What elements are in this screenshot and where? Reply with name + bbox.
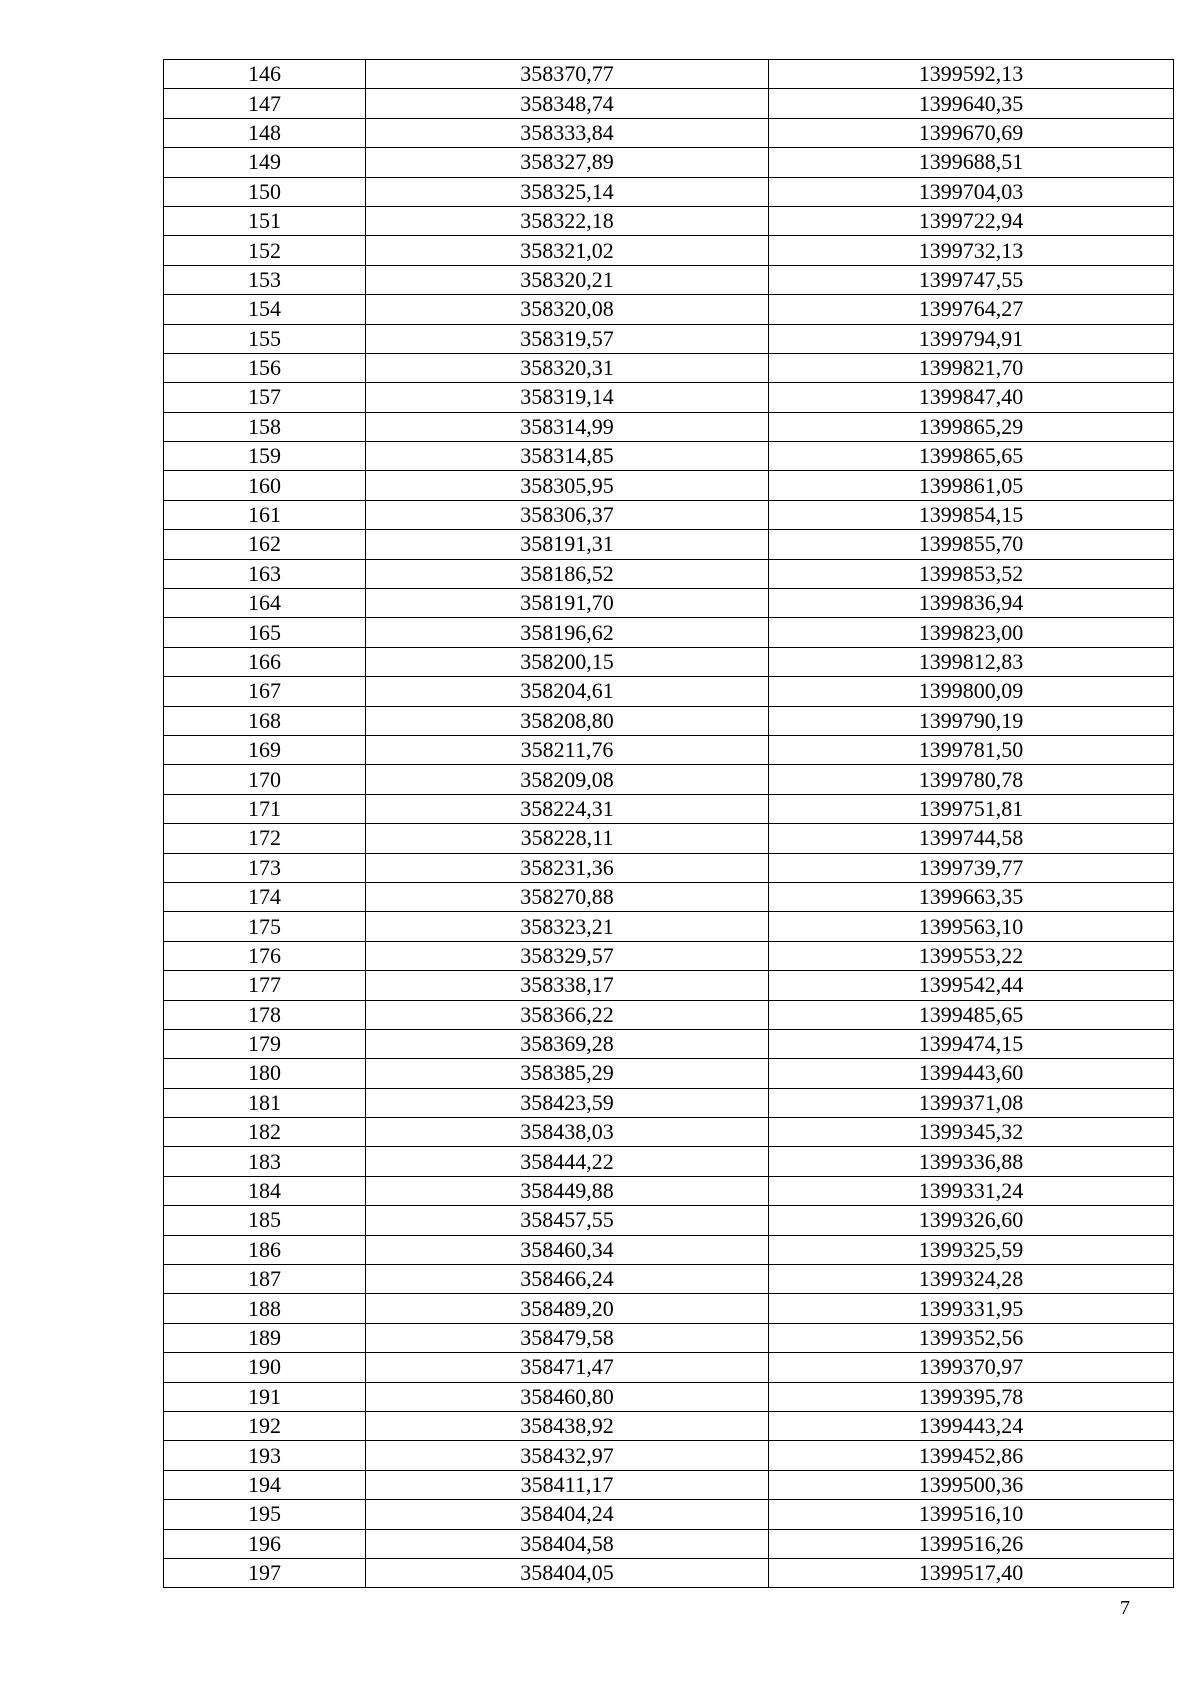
x-coordinate-cell: 358314,85 <box>366 442 769 471</box>
x-coordinate-cell: 358438,03 <box>366 1118 769 1147</box>
point-number-cell: 149 <box>164 148 366 177</box>
table-row <box>164 412 1174 441</box>
y-coordinate-cell: 1399861,05 <box>769 471 1174 500</box>
table-row <box>164 206 1174 235</box>
y-coordinate-cell: 1399739,77 <box>769 853 1174 882</box>
y-coordinate-cell: 1399821,70 <box>769 353 1174 382</box>
y-coordinate-cell: 1399688,51 <box>769 148 1174 177</box>
point-number-cell: 148 <box>164 118 366 147</box>
table-row <box>164 1265 1174 1294</box>
point-number-cell: 176 <box>164 941 366 970</box>
y-coordinate-cell: 1399542,44 <box>769 971 1174 1000</box>
point-number-cell: 192 <box>164 1411 366 1440</box>
table-row <box>164 1029 1174 1058</box>
point-number-cell: 178 <box>164 1000 366 1029</box>
table-row <box>164 824 1174 853</box>
x-coordinate-cell: 358186,52 <box>366 559 769 588</box>
y-coordinate-cell: 1399663,35 <box>769 882 1174 911</box>
x-coordinate-cell: 358209,08 <box>366 765 769 794</box>
point-number-cell: 169 <box>164 735 366 764</box>
y-coordinate-cell: 1399865,65 <box>769 442 1174 471</box>
point-number-cell: 165 <box>164 618 366 647</box>
y-coordinate-cell: 1399744,58 <box>769 824 1174 853</box>
point-number-cell: 186 <box>164 1235 366 1264</box>
point-number-cell: 188 <box>164 1294 366 1323</box>
y-coordinate-cell: 1399751,81 <box>769 794 1174 823</box>
x-coordinate-cell: 358333,84 <box>366 118 769 147</box>
table-row <box>164 265 1174 294</box>
y-coordinate-cell: 1399395,78 <box>769 1382 1174 1411</box>
table-row <box>164 1470 1174 1499</box>
x-coordinate-cell: 358457,55 <box>366 1206 769 1235</box>
y-coordinate-cell: 1399764,27 <box>769 295 1174 324</box>
x-coordinate-cell: 358404,05 <box>366 1558 769 1587</box>
point-number-cell: 158 <box>164 412 366 441</box>
y-coordinate-cell: 1399794,91 <box>769 324 1174 353</box>
table-row <box>164 1088 1174 1117</box>
y-coordinate-cell: 1399371,08 <box>769 1088 1174 1117</box>
table-row <box>164 471 1174 500</box>
point-number-cell: 154 <box>164 295 366 324</box>
point-number-cell: 190 <box>164 1353 366 1382</box>
y-coordinate-cell: 1399722,94 <box>769 206 1174 235</box>
coordinates-table <box>163 59 1174 1588</box>
x-coordinate-cell: 358200,15 <box>366 647 769 676</box>
y-coordinate-cell: 1399331,24 <box>769 1176 1174 1205</box>
point-number-cell: 182 <box>164 1118 366 1147</box>
x-coordinate-cell: 358449,88 <box>366 1176 769 1205</box>
y-coordinate-cell: 1399516,26 <box>769 1529 1174 1558</box>
y-coordinate-cell: 1399370,97 <box>769 1353 1174 1382</box>
table-row <box>164 118 1174 147</box>
x-coordinate-cell: 358320,31 <box>366 353 769 382</box>
table-row <box>164 148 1174 177</box>
point-number-cell: 162 <box>164 530 366 559</box>
point-number-cell: 175 <box>164 912 366 941</box>
point-number-cell: 193 <box>164 1441 366 1470</box>
y-coordinate-cell: 1399517,40 <box>769 1558 1174 1587</box>
point-number-cell: 161 <box>164 500 366 529</box>
table-row <box>164 1118 1174 1147</box>
point-number-cell: 181 <box>164 1088 366 1117</box>
table-row <box>164 1147 1174 1176</box>
point-number-cell: 159 <box>164 442 366 471</box>
point-number-cell: 191 <box>164 1382 366 1411</box>
point-number-cell: 147 <box>164 89 366 118</box>
table-row <box>164 1500 1174 1529</box>
table-row <box>164 559 1174 588</box>
point-number-cell: 172 <box>164 824 366 853</box>
y-coordinate-cell: 1399747,55 <box>769 265 1174 294</box>
y-coordinate-cell: 1399345,32 <box>769 1118 1174 1147</box>
coordinates-table-body <box>164 60 1174 1588</box>
table-row <box>164 618 1174 647</box>
table-row <box>164 295 1174 324</box>
table-row <box>164 1441 1174 1470</box>
page-number: 7 <box>1120 1597 1130 1619</box>
x-coordinate-cell: 358270,88 <box>366 882 769 911</box>
x-coordinate-cell: 358432,97 <box>366 1441 769 1470</box>
x-coordinate-cell: 358320,08 <box>366 295 769 324</box>
x-coordinate-cell: 358320,21 <box>366 265 769 294</box>
table-row <box>164 324 1174 353</box>
y-coordinate-cell: 1399670,69 <box>769 118 1174 147</box>
y-coordinate-cell: 1399485,65 <box>769 1000 1174 1029</box>
table-row <box>164 765 1174 794</box>
table-row <box>164 1000 1174 1029</box>
point-number-cell: 173 <box>164 853 366 882</box>
y-coordinate-cell: 1399474,15 <box>769 1029 1174 1058</box>
x-coordinate-cell: 358323,21 <box>366 912 769 941</box>
y-coordinate-cell: 1399812,83 <box>769 647 1174 676</box>
y-coordinate-cell: 1399780,78 <box>769 765 1174 794</box>
x-coordinate-cell: 358479,58 <box>366 1323 769 1352</box>
y-coordinate-cell: 1399640,35 <box>769 89 1174 118</box>
y-coordinate-cell: 1399854,15 <box>769 500 1174 529</box>
table-row <box>164 794 1174 823</box>
x-coordinate-cell: 358385,29 <box>366 1059 769 1088</box>
y-coordinate-cell: 1399326,60 <box>769 1206 1174 1235</box>
point-number-cell: 151 <box>164 206 366 235</box>
x-coordinate-cell: 358319,14 <box>366 383 769 412</box>
table-row <box>164 647 1174 676</box>
table-row <box>164 853 1174 882</box>
table-row <box>164 1235 1174 1264</box>
table-row <box>164 60 1174 89</box>
x-coordinate-cell: 358369,28 <box>366 1029 769 1058</box>
x-coordinate-cell: 358348,74 <box>366 89 769 118</box>
x-coordinate-cell: 358325,14 <box>366 177 769 206</box>
table-row <box>164 706 1174 735</box>
point-number-cell: 195 <box>164 1500 366 1529</box>
point-number-cell: 157 <box>164 383 366 412</box>
y-coordinate-cell: 1399553,22 <box>769 941 1174 970</box>
point-number-cell: 187 <box>164 1265 366 1294</box>
x-coordinate-cell: 358319,57 <box>366 324 769 353</box>
x-coordinate-cell: 358314,99 <box>366 412 769 441</box>
table-row <box>164 1206 1174 1235</box>
y-coordinate-cell: 1399853,52 <box>769 559 1174 588</box>
y-coordinate-cell: 1399790,19 <box>769 706 1174 735</box>
x-coordinate-cell: 358471,47 <box>366 1353 769 1382</box>
point-number-cell: 156 <box>164 353 366 382</box>
y-coordinate-cell: 1399443,24 <box>769 1411 1174 1440</box>
x-coordinate-cell: 358466,24 <box>366 1265 769 1294</box>
y-coordinate-cell: 1399563,10 <box>769 912 1174 941</box>
point-number-cell: 164 <box>164 589 366 618</box>
point-number-cell: 152 <box>164 236 366 265</box>
y-coordinate-cell: 1399325,59 <box>769 1235 1174 1264</box>
x-coordinate-cell: 358460,80 <box>366 1382 769 1411</box>
table-row <box>164 1411 1174 1440</box>
table-row <box>164 1529 1174 1558</box>
point-number-cell: 189 <box>164 1323 366 1352</box>
table-row <box>164 1353 1174 1382</box>
x-coordinate-cell: 358204,61 <box>366 677 769 706</box>
point-number-cell: 197 <box>164 1558 366 1587</box>
table-row <box>164 353 1174 382</box>
point-number-cell: 160 <box>164 471 366 500</box>
point-number-cell: 166 <box>164 647 366 676</box>
x-coordinate-cell: 358196,62 <box>366 618 769 647</box>
y-coordinate-cell: 1399336,88 <box>769 1147 1174 1176</box>
y-coordinate-cell: 1399865,29 <box>769 412 1174 441</box>
y-coordinate-cell: 1399800,09 <box>769 677 1174 706</box>
point-number-cell: 179 <box>164 1029 366 1058</box>
point-number-cell: 196 <box>164 1529 366 1558</box>
table-row <box>164 677 1174 706</box>
x-coordinate-cell: 358321,02 <box>366 236 769 265</box>
point-number-cell: 180 <box>164 1059 366 1088</box>
point-number-cell: 170 <box>164 765 366 794</box>
table-row <box>164 89 1174 118</box>
x-coordinate-cell: 358370,77 <box>366 60 769 89</box>
table-row <box>164 1323 1174 1352</box>
x-coordinate-cell: 358191,70 <box>366 589 769 618</box>
point-number-cell: 155 <box>164 324 366 353</box>
y-coordinate-cell: 1399704,03 <box>769 177 1174 206</box>
y-coordinate-cell: 1399516,10 <box>769 1500 1174 1529</box>
table-row <box>164 882 1174 911</box>
table-row <box>164 941 1174 970</box>
x-coordinate-cell: 358438,92 <box>366 1411 769 1440</box>
table-row <box>164 1294 1174 1323</box>
x-coordinate-cell: 358404,58 <box>366 1529 769 1558</box>
table-row <box>164 735 1174 764</box>
x-coordinate-cell: 358305,95 <box>366 471 769 500</box>
x-coordinate-cell: 358228,11 <box>366 824 769 853</box>
y-coordinate-cell: 1399781,50 <box>769 735 1174 764</box>
x-coordinate-cell: 358306,37 <box>366 500 769 529</box>
y-coordinate-cell: 1399500,36 <box>769 1470 1174 1499</box>
y-coordinate-cell: 1399331,95 <box>769 1294 1174 1323</box>
table-row <box>164 442 1174 471</box>
y-coordinate-cell: 1399823,00 <box>769 618 1174 647</box>
point-number-cell: 163 <box>164 559 366 588</box>
point-number-cell: 150 <box>164 177 366 206</box>
point-number-cell: 194 <box>164 1470 366 1499</box>
table-row <box>164 971 1174 1000</box>
table-row <box>164 1382 1174 1411</box>
table-row <box>164 530 1174 559</box>
x-coordinate-cell: 358191,31 <box>366 530 769 559</box>
y-coordinate-cell: 1399592,13 <box>769 60 1174 89</box>
table-row <box>164 589 1174 618</box>
x-coordinate-cell: 358423,59 <box>366 1088 769 1117</box>
x-coordinate-cell: 358366,22 <box>366 1000 769 1029</box>
point-number-cell: 167 <box>164 677 366 706</box>
x-coordinate-cell: 358322,18 <box>366 206 769 235</box>
y-coordinate-cell: 1399836,94 <box>769 589 1174 618</box>
x-coordinate-cell: 358338,17 <box>366 971 769 1000</box>
table-row <box>164 383 1174 412</box>
y-coordinate-cell: 1399452,86 <box>769 1441 1174 1470</box>
x-coordinate-cell: 358404,24 <box>366 1500 769 1529</box>
table-row <box>164 236 1174 265</box>
table-row <box>164 1558 1174 1587</box>
x-coordinate-cell: 358224,31 <box>366 794 769 823</box>
y-coordinate-cell: 1399732,13 <box>769 236 1174 265</box>
y-coordinate-cell: 1399352,56 <box>769 1323 1174 1352</box>
table-row <box>164 912 1174 941</box>
point-number-cell: 183 <box>164 1147 366 1176</box>
table-row <box>164 500 1174 529</box>
y-coordinate-cell: 1399855,70 <box>769 530 1174 559</box>
point-number-cell: 168 <box>164 706 366 735</box>
x-coordinate-cell: 358327,89 <box>366 148 769 177</box>
point-number-cell: 153 <box>164 265 366 294</box>
x-coordinate-cell: 358231,36 <box>366 853 769 882</box>
y-coordinate-cell: 1399847,40 <box>769 383 1174 412</box>
point-number-cell: 146 <box>164 60 366 89</box>
table-row <box>164 1059 1174 1088</box>
x-coordinate-cell: 358489,20 <box>366 1294 769 1323</box>
x-coordinate-cell: 358211,76 <box>366 735 769 764</box>
point-number-cell: 177 <box>164 971 366 1000</box>
x-coordinate-cell: 358444,22 <box>366 1147 769 1176</box>
point-number-cell: 184 <box>164 1176 366 1205</box>
point-number-cell: 185 <box>164 1206 366 1235</box>
table-row <box>164 1176 1174 1205</box>
y-coordinate-cell: 1399324,28 <box>769 1265 1174 1294</box>
x-coordinate-cell: 358411,17 <box>366 1470 769 1499</box>
x-coordinate-cell: 358208,80 <box>366 706 769 735</box>
table-row <box>164 177 1174 206</box>
point-number-cell: 174 <box>164 882 366 911</box>
x-coordinate-cell: 358329,57 <box>366 941 769 970</box>
y-coordinate-cell: 1399443,60 <box>769 1059 1174 1088</box>
x-coordinate-cell: 358460,34 <box>366 1235 769 1264</box>
point-number-cell: 171 <box>164 794 366 823</box>
